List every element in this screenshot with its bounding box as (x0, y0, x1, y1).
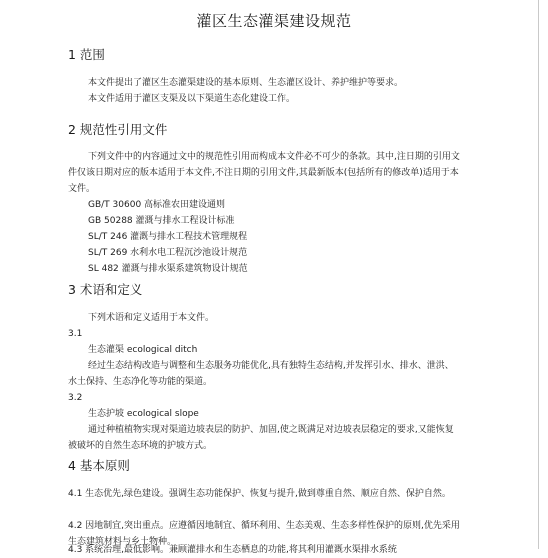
reference-item-3: SL/T 246 灌溉与排水工程技术管理规程 (88, 232, 248, 242)
term-2-number: 3.2 (68, 393, 83, 403)
section-3-intro: 下列术语和定义适用于本文件。 (88, 313, 215, 323)
section-4-heading: 4 基本原则 (68, 458, 130, 473)
page-edge-divider (538, 0, 539, 549)
reference-item-5: SL 482 灌溉与排水渠系建筑物设计规范 (88, 264, 248, 274)
term-1-name: 生态灌渠 ecological ditch (88, 345, 198, 355)
term-1-definition: 经过生态结构改造与调整和生态服务功能优化,具有独特生态结构,并发挥引水、排水、泄洪、水土保持、生态净化等功能的渠道。 (68, 361, 454, 387)
term-2-definition: 通过种植植物实现对渠道边坡表层的防护、加固,使之既满足对边坡表层稳定的要求,又能恢复被破坏的自然生态环境的护坡方式。 (68, 425, 454, 451)
section-2-intro: 下列文件中的内容通过文中的规范性引用而构成本文件必不可少的条款。其中,注日期的引用文件仅该日期对应的版本适用于本文件,不注日期的引用文件,其最新版本(包括所有的修改单)适用于本文件。 (68, 152, 460, 194)
term-1-number: 3.1 (68, 329, 83, 339)
section-2-heading: 2 规范性引用文件 (68, 122, 168, 137)
document-title: 灌区生态灌渠建设规范 (196, 12, 352, 30)
principle-4-1: 4.1 生态优先,绿色建设。强调生态功能保护、恢复与提升,做到尊重自然、顺应自然、保护自然。 (68, 489, 451, 499)
principle-4-3: 4.3 系统治理,最低影响。兼顾灌排水和生态栖息的功能,将其利用灌溉水渠排水系统 (68, 545, 397, 555)
section-1-paragraph-1: 本文件提出了灌区生态灌渠建设的基本原则、生态灌区设计、养护维护等要求。 (88, 78, 404, 88)
section-1-heading: 1 范围 (68, 47, 105, 62)
reference-item-2: GB 50288 灌溉与排水工程设计标准 (88, 216, 235, 226)
section-1-paragraph-2: 本文件适用于灌区支渠及以下渠道生态化建设工作。 (88, 94, 296, 104)
reference-item-1: GB/T 30600 高标准农田建设通则 (88, 200, 226, 210)
reference-item-4: SL/T 269 水利水电工程沉沙池设计规范 (88, 248, 248, 258)
principle-4-2: 4.2 因地制宜,突出重点。应遵循因地制宜、循环利用、生态美观、生态多样性保护的原则,优先采用生态建筑材料与乡土物种。 (68, 521, 460, 547)
term-2-name: 生态护坡 ecological slope (88, 409, 199, 419)
section-3-heading: 3 术语和定义 (68, 282, 143, 297)
